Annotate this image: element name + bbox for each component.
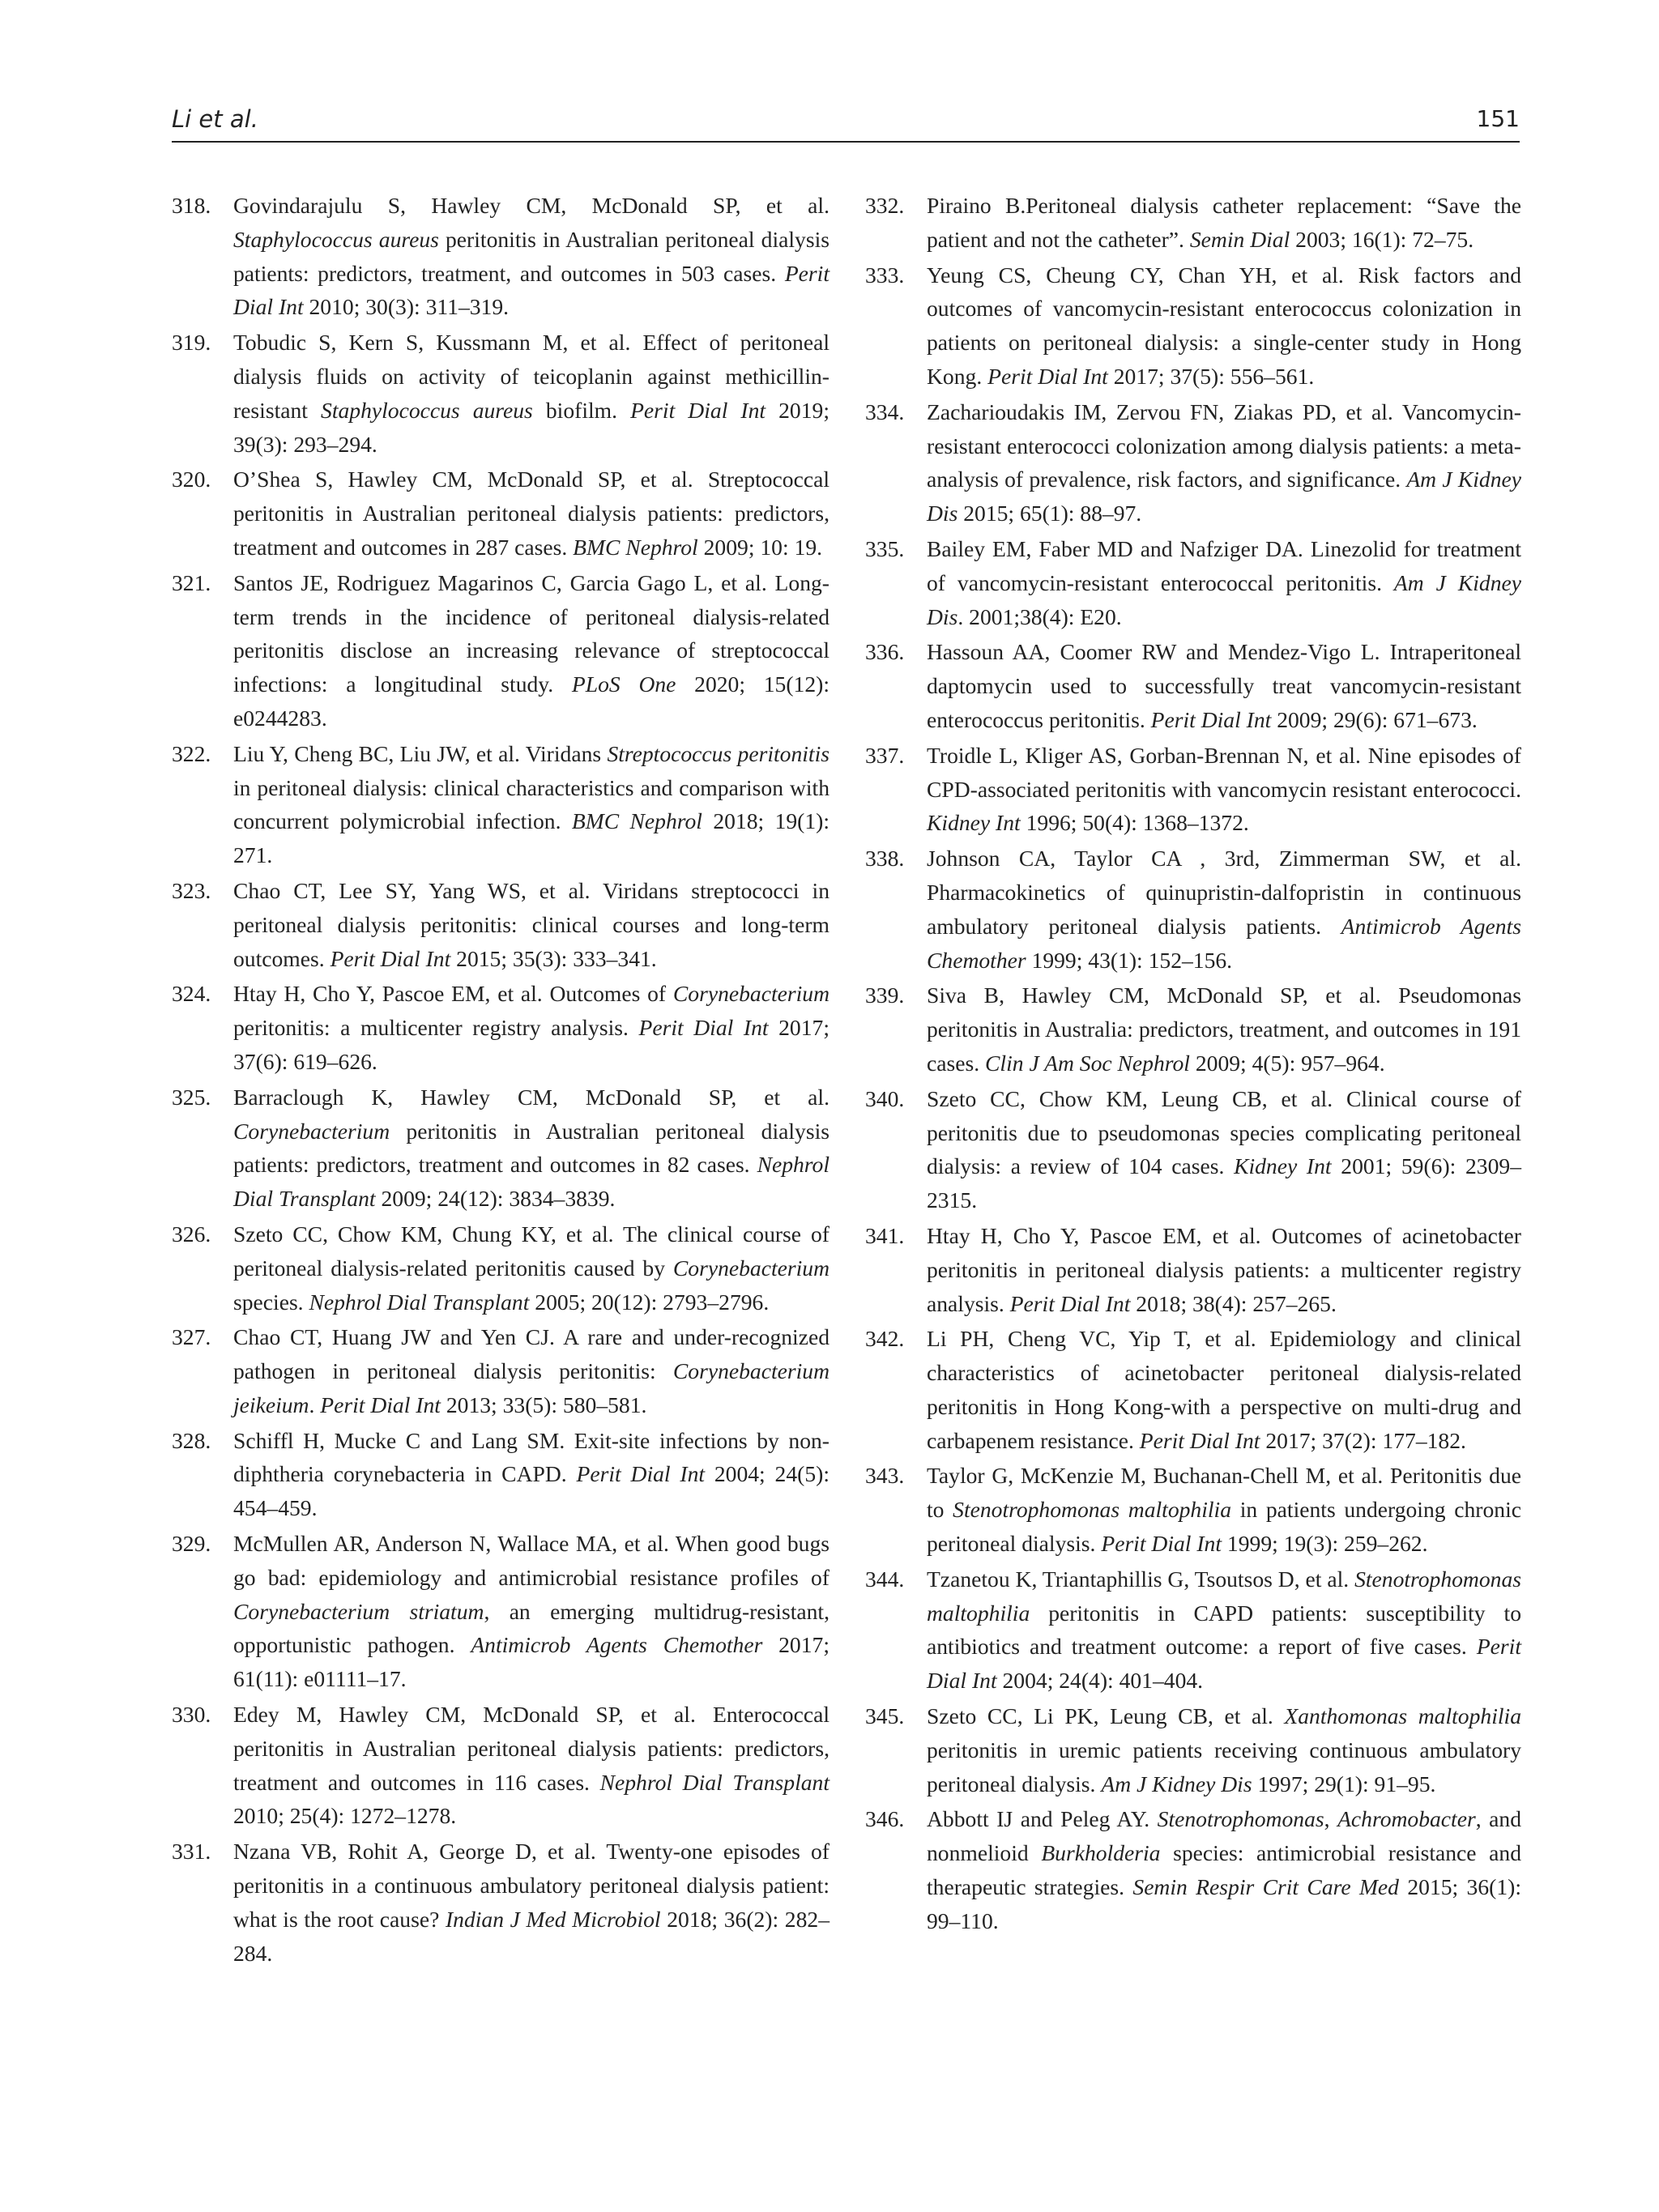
reference-number: 320.	[172, 467, 211, 492]
reference-italic-segment: Stenotrophomonas maltophilia	[927, 1566, 1521, 1626]
reference-segment: Troidle L, Kliger AS, Gorban-Brennan N, et al. Nine episodes of CPD-associated peritonitis with vancomycin resistant enterococci.	[927, 742, 1521, 802]
reference-segment: peritonitis: a multicenter registry analysis.	[233, 1015, 639, 1041]
reference-segment: biofilm.	[532, 397, 631, 423]
reference-italic-segment: Perit Dial Int	[576, 1461, 706, 1487]
reference-segment: 2010; 25(4): 1272–1278.	[233, 1803, 457, 1829]
reference-segment: 2005; 20(12): 2793–2796.	[529, 1289, 770, 1315]
reference-segment: , and nonmelioid	[927, 1806, 1522, 1866]
reference-text	[927, 1082, 1521, 1217]
reference-italic-segment: Clin J Am Soc Nephrol	[985, 1050, 1190, 1076]
reference-text	[233, 1080, 830, 1216]
reference-segment: 2004; 24(4): 401–404.	[996, 1668, 1204, 1694]
reference-segment: , an emerging multidrug-resistant, opportunistic pathogen.	[233, 1598, 830, 1658]
reference-number: 322.	[172, 740, 211, 766]
reference-segment: 2015; 36(1): 99–110.	[927, 1874, 1521, 1933]
reference-text	[233, 1217, 830, 1319]
reference-segment: Johnson CA, Taylor CA , 3rd, Zimmerman SW, et al. Pharmacokinetics of quinupristin-dalfopristin in continuous ambulatory peritoneal dialysis patients.	[927, 846, 1521, 939]
reference-segment: Edey M, Hawley CM, McDonald SP, et al. Enterococcal peritonitis in Australian peritoneal dialysis patients: predictors, treatment and outcomes in 116 cases.	[233, 1702, 830, 1795]
reference-number: 330.	[172, 1702, 211, 1728]
reference-text	[927, 1219, 1521, 1320]
reference-italic-segment: Staphylococcus aureus	[321, 397, 533, 423]
reference-segment: 2013; 33(5): 580–581.	[440, 1392, 647, 1417]
reference-italic-segment: BMC Nephrol	[573, 534, 698, 560]
reference-segment: Govindarajulu S, Hawley CM, McDonald SP, et al.	[233, 193, 830, 218]
reference-entry	[172, 977, 830, 1078]
reference-text	[233, 1424, 830, 1525]
reference-text	[927, 1699, 1521, 1801]
reference-segment: species: antimicrobial resistance and therapeutic strategies.	[927, 1840, 1522, 1900]
reference-italic-segment: Stenotrophomonas	[1157, 1806, 1324, 1832]
reference-entry	[172, 1080, 830, 1216]
reference-italic-segment: Perit Dial Int	[1009, 1290, 1131, 1316]
reference-segment: . 2001;38(4): E20.	[957, 603, 1122, 629]
reference-segment: Yeung CS, Cheung CY, Chan YH, et al. Risk factors and outcomes of vancomycin-resistant enterococcus colonization in patients on peritoneal dialysis: a single-center study in Hong Kong.	[927, 262, 1521, 389]
reference-entry	[865, 1219, 1521, 1320]
reference-text	[233, 1698, 830, 1833]
reference-segment: Htay H, Cho Y, Pascoe EM, et al. Outcomes of	[233, 981, 673, 1007]
reference-italic-segment: Indian J Med Microbiol	[445, 1906, 661, 1932]
reference-segment: Szeto CC, Chow KM, Leung CB, et al. Clinical course of peritonitis due to pseudomonas species complicating peritoneal dialysis: a review of 104 cases.	[927, 1085, 1521, 1179]
reference-italic-segment: Staphylococcus aureus	[233, 226, 439, 252]
reference-segment: Schiffl H, Mucke C and Lang SM. Exit-site infections by non-diphtheria corynebacteria in CAPD.	[233, 1427, 830, 1487]
reference-number: 324.	[172, 981, 211, 1007]
reference-text	[233, 1835, 830, 1970]
reference-segment: Zacharioudakis IM, Zervou FN, Ziakas PD, et al. Vancomycin-resistant enterococci colonization among dialysis patients: a meta-analysis of prevalence, risk factors, and significance.	[927, 399, 1521, 492]
reference-segment: species.	[233, 1289, 309, 1315]
reference-segment: Szeto CC, Li PK, Leung CB, et al.	[927, 1703, 1285, 1729]
reference-entry	[865, 1322, 1521, 1457]
reference-entry	[172, 874, 830, 975]
reference-italic-segment: Nephrol Dial Transplant	[599, 1769, 830, 1795]
reference-text	[233, 874, 830, 975]
reference-segment: 2015; 65(1): 88–97.	[957, 501, 1142, 526]
reference-italic-segment: Perit Dial Int	[233, 260, 830, 320]
reference-segment: Bailey EM, Faber MD and Nafziger DA. Linezolid for treatment of vancomycin-resistant enterococcal peritonitis.	[927, 535, 1521, 595]
reference-segment: Santos JE, Rodriguez Magarinos C, Garcia Gago L, et al. Long-term trends in the incidence of peritoneal dialysis-related peritonitis disclose an increasing relevance of streptococcal infections: a longitudinal study.	[233, 569, 830, 697]
reference-italic-segment: BMC Nephrol	[571, 808, 702, 834]
reference-text	[927, 258, 1521, 394]
reference-column-right	[865, 189, 1521, 1940]
reference-segment: 2017; 61(11): e01111–17.	[233, 1632, 830, 1692]
reference-italic-segment: Perit Dial Int	[987, 363, 1108, 389]
reference-text	[233, 737, 830, 872]
reference-italic-segment: Corynebacterium jeikeium	[233, 1358, 830, 1417]
reference-entry	[172, 326, 830, 461]
page-number: 151	[1476, 105, 1520, 132]
reference-text	[927, 1562, 1521, 1698]
reference-number: 339.	[865, 982, 905, 1008]
reference-number: 338.	[865, 846, 905, 872]
reference-italic-segment: Antimicrob Agents Chemother	[471, 1632, 763, 1658]
reference-italic-segment: Perit Dial Int	[927, 1634, 1521, 1694]
reference-segment: Tobudic S, Kern S, Kussmann M, et al. Effect of peritoneal dialysis fluids on activity of teicoplanin against methicillin-resistant	[233, 330, 830, 423]
reference-entry	[865, 1459, 1521, 1560]
reference-segment: in patients undergoing chronic peritoneal dialysis.	[927, 1497, 1521, 1557]
reference-segment: 2015; 35(3): 333–341.	[450, 945, 657, 971]
reference-entry	[865, 1082, 1521, 1217]
reference-segment: 2001; 59(6): 2309–2315.	[927, 1153, 1521, 1213]
reference-italic-segment: Corynebacterium	[672, 981, 830, 1007]
reference-segment: 2009; 10: 19.	[697, 534, 823, 560]
reference-segment: 2009; 4(5): 957–964.	[1189, 1050, 1385, 1076]
reference-number: 336.	[865, 639, 905, 665]
reference-number: 345.	[865, 1703, 905, 1729]
reference-entry	[172, 1698, 830, 1833]
reference-segment: Hassoun AA, Coomer RW and Mendez-Vigo L. Intraperitoneal daptomycin used to successfully treat vancomycin-resistant enterococcus peritonitis.	[927, 639, 1521, 732]
reference-italic-segment: Am J Kidney Dis	[927, 569, 1521, 629]
reference-entry	[172, 1835, 830, 1970]
reference-number: 342.	[865, 1326, 905, 1352]
reference-entry	[172, 1320, 830, 1421]
reference-number: 321.	[172, 569, 211, 595]
reference-segment: Htay H, Cho Y, Pascoe EM, et al. Outcomes of acinetobacter peritonitis in peritoneal dialysis patients: a multicenter registry analysis.	[927, 1222, 1521, 1316]
reference-segment: Barraclough K, Hawley CM, McDonald SP, et al.	[233, 1084, 830, 1110]
reference-italic-segment: Semin Dial	[1189, 226, 1290, 252]
reference-entry	[172, 462, 830, 564]
reference-number: 333.	[865, 262, 905, 288]
reference-text	[233, 1320, 830, 1421]
reference-segment: 2017; 37(5): 556–561.	[1107, 363, 1315, 389]
reference-number: 318.	[172, 193, 211, 218]
reference-entry	[865, 1699, 1521, 1801]
reference-text	[927, 1322, 1521, 1457]
reference-italic-segment: Xanthomonas maltophilia	[1284, 1703, 1521, 1729]
reference-segment: peritonitis in Australian peritoneal dialysis patients: predictors, treatment, and outcomes in 503 cases.	[233, 226, 830, 286]
reference-segment: peritonitis in Australian peritoneal dialysis patients: predictors, treatment and outcomes in 82 cases.	[233, 1118, 830, 1178]
reference-segment: 2017; 37(2): 177–182.	[1260, 1427, 1466, 1453]
reference-entry	[865, 1802, 1521, 1937]
reference-segment: 1997; 29(1): 91–95.	[1252, 1771, 1436, 1796]
reference-italic-segment: Stenotrophomonas maltophilia	[953, 1497, 1232, 1523]
reference-segment: Li PH, Cheng VC, Yip T, et al. Epidemiology and clinical characteristics of acinetobacter peritoneal dialysis-related peritonitis in Hong Kong-with a perspective on multi-drug and carbapenem resistance.	[927, 1326, 1521, 1453]
reference-text	[233, 1527, 830, 1696]
reference-italic-segment: PLoS One	[571, 671, 676, 697]
reference-italic-segment: Kidney Int	[1234, 1153, 1332, 1179]
reference-entry	[172, 1527, 830, 1696]
reference-segment: 2003; 16(1): 72–75.	[1290, 226, 1474, 252]
reference-italic-segment: Semin Respir Crit Care Med	[1132, 1874, 1399, 1900]
reference-italic-segment: Perit Dial Int	[638, 1015, 769, 1041]
reference-text	[927, 635, 1521, 736]
reference-segment: peritonitis in CAPD patients: susceptibility to antibiotics and treatment outcome: a report of five cases.	[927, 1600, 1521, 1660]
reference-number: 337.	[865, 742, 905, 768]
reference-segment: Szeto CC, Chow KM, Chung KY, et al. The clinical course of peritoneal dialysis-related peritonitis caused by	[233, 1221, 830, 1281]
reference-text	[927, 842, 1521, 977]
reference-text	[927, 1802, 1521, 1937]
reference-segment: 1999; 43(1): 152–156.	[1026, 947, 1233, 973]
reference-number: 326.	[172, 1221, 211, 1247]
reference-text	[233, 189, 830, 324]
reference-entry	[865, 842, 1521, 977]
reference-segment: Liu Y, Cheng BC, Liu JW, et al. Viridans	[233, 740, 608, 766]
reference-segment: 2004; 24(5): 454–459.	[233, 1461, 830, 1521]
reference-number: 344.	[865, 1566, 905, 1592]
reference-segment: Nzana VB, Rohit A, George D, et al. Twenty-one episodes of peritonitis in a continuous ambulatory peritoneal dialysis patient: what is the root cause?	[233, 1839, 830, 1932]
reference-italic-segment: Burkholderia	[1041, 1840, 1161, 1866]
reference-segment: 2010; 30(3): 311–319.	[303, 294, 510, 320]
reference-italic-segment: Antimicrob Agents Chemother	[927, 913, 1522, 973]
reference-segment: Piraino B.Peritoneal dialysis catheter replacement: “Save the patient and not the catheter”.	[927, 193, 1521, 252]
reference-entry	[172, 189, 830, 324]
reference-text	[927, 978, 1521, 1080]
reference-segment: 2020; 15(12): e0244283.	[233, 671, 830, 731]
reference-segment: 2009; 29(6): 671–673.	[1271, 706, 1478, 732]
reference-text	[927, 189, 1521, 257]
reference-italic-segment: Nephrol Dial Transplant	[309, 1289, 530, 1315]
reference-number: 327.	[172, 1324, 211, 1350]
reference-italic-segment: Corynebacterium	[233, 1118, 390, 1144]
reference-segment: 1996; 50(4): 1368–1372.	[1020, 810, 1249, 836]
reference-entry	[865, 189, 1521, 257]
reference-number: 325.	[172, 1084, 211, 1110]
reference-italic-segment: Corynebacterium	[672, 1255, 830, 1281]
reference-segment: 2018; 19(1): 271.	[233, 808, 830, 868]
reference-entry	[865, 739, 1521, 840]
reference-number: 346.	[865, 1806, 905, 1832]
reference-segment: 2018; 36(2): 282–284.	[233, 1906, 830, 1966]
reference-segment: peritonitis in uremic patients receiving continuous ambulatory peritoneal dialysis.	[927, 1737, 1521, 1796]
reference-column-left	[172, 189, 830, 1971]
reference-entry	[865, 978, 1521, 1080]
reference-italic-segment: Kidney Int	[927, 810, 1021, 836]
reference-number: 331.	[172, 1839, 211, 1865]
reference-italic-segment: Am J Kidney Dis	[927, 467, 1521, 526]
reference-entry	[865, 635, 1521, 736]
reference-entry	[172, 1424, 830, 1525]
reference-segment: 2009; 24(12): 3834–3839.	[375, 1186, 616, 1212]
reference-number: 332.	[865, 193, 905, 218]
reference-segment: 2019; 39(3): 293–294.	[233, 397, 830, 457]
reference-number: 341.	[865, 1222, 905, 1248]
reference-italic-segment: Perit Dial Int	[1101, 1531, 1222, 1557]
reference-italic-segment: Perit Dial Int	[330, 945, 451, 971]
reference-italic-segment: Perit Dial Int	[320, 1392, 441, 1417]
reference-text	[233, 566, 830, 735]
reference-entry	[865, 395, 1521, 531]
reference-text	[233, 326, 830, 461]
reference-segment: Abbott IJ and Peleg AY.	[927, 1806, 1158, 1832]
reference-segment: Tzanetou K, Triantaphillis G, Tsoutsos D, et al.	[927, 1566, 1355, 1592]
reference-text	[927, 395, 1521, 531]
reference-entry	[865, 532, 1521, 633]
reference-text	[233, 977, 830, 1078]
reference-segment: 1999; 19(3): 259–262.	[1222, 1531, 1428, 1557]
reference-number: 323.	[172, 877, 211, 903]
reference-italic-segment: Corynebacterium striatum	[233, 1598, 484, 1624]
reference-entry	[865, 258, 1521, 394]
running-header-authors: Li et al.	[172, 105, 258, 133]
reference-segment: in peritoneal dialysis: clinical characteristics and comparison with concurrent polymicrobial infection.	[233, 774, 830, 834]
reference-italic-segment: Perit Dial Int	[630, 397, 766, 423]
reference-entry	[172, 737, 830, 872]
reference-entry	[865, 1562, 1521, 1698]
reference-entry	[172, 1217, 830, 1319]
reference-text	[927, 739, 1521, 840]
reference-segment: ,	[1324, 1806, 1338, 1832]
reference-number: 340.	[865, 1085, 905, 1111]
reference-italic-segment: Perit Dial Int	[1150, 706, 1272, 732]
reference-segment: Siva B, Hawley CM, McDonald SP, et al. Pseudomonas peritonitis in Australia: predictors, treatment, and outcomes in 191 cases.	[927, 982, 1521, 1076]
reference-number: 319.	[172, 330, 211, 356]
reference-text	[233, 462, 830, 564]
reference-number: 335.	[865, 535, 905, 561]
reference-text	[927, 1459, 1521, 1560]
reference-segment: McMullen AR, Anderson N, Wallace MA, et al. When good bugs go bad: epidemiology and antimicrobial resistance profiles of	[233, 1531, 830, 1590]
reference-number: 329.	[172, 1531, 211, 1557]
reference-segment: O’Shea S, Hawley CM, McDonald SP, et al. Streptococcal peritonitis in Australian peritoneal dialysis patients: predictors, treatment and outcomes in 287 cases.	[233, 467, 830, 560]
reference-italic-segment: Perit Dial Int	[1139, 1427, 1260, 1453]
reference-segment: Taylor G, McKenzie M, Buchanan-Chell M, et al. Peritonitis due to	[927, 1463, 1521, 1523]
reference-number: 343.	[865, 1463, 905, 1489]
reference-text	[927, 532, 1521, 633]
reference-number: 334.	[865, 399, 905, 424]
reference-segment: Chao CT, Lee SY, Yang WS, et al. Viridans streptococci in peritoneal dialysis peritonitis: clinical courses and long-term outcomes.	[233, 877, 830, 971]
reference-italic-segment: Am J Kidney Dis	[1101, 1771, 1252, 1796]
reference-entry	[172, 566, 830, 735]
reference-italic-segment: Streptococcus peritonitis	[607, 740, 830, 766]
reference-segment: .	[309, 1392, 321, 1417]
reference-segment: 2017; 37(6): 619–626.	[233, 1015, 830, 1074]
reference-italic-segment: Achromobacter	[1337, 1806, 1476, 1832]
reference-segment: 2018; 38(4): 257–265.	[1130, 1290, 1337, 1316]
running-header	[172, 105, 1520, 143]
reference-segment: Chao CT, Huang JW and Yen CJ. A rare and under-recognized pathogen in peritoneal dialysis peritonitis:	[233, 1324, 830, 1384]
reference-italic-segment: Nephrol Dial Transplant	[233, 1152, 830, 1212]
reference-number: 328.	[172, 1427, 211, 1453]
